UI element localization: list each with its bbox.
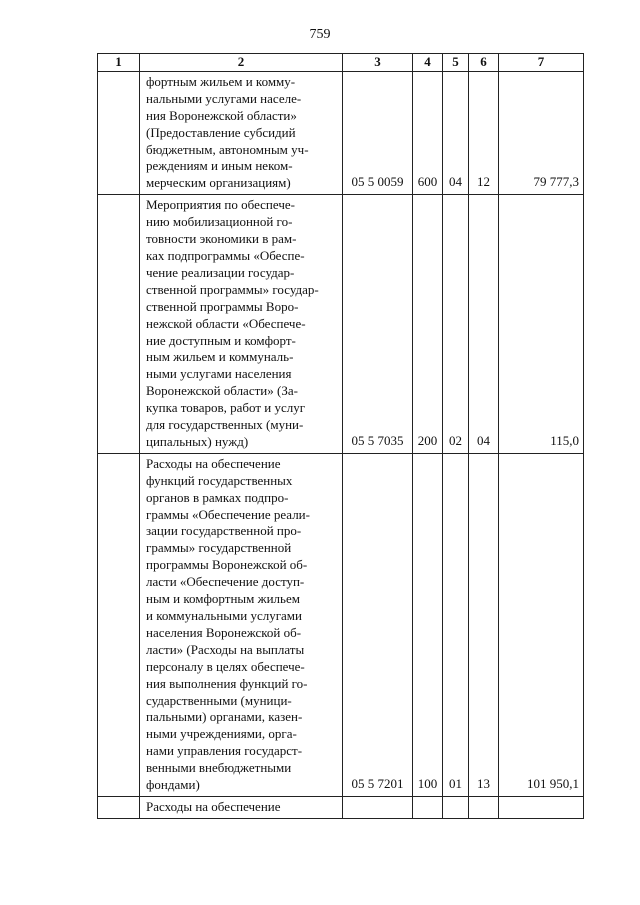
description-line: фортным жильем и комму- [146, 73, 296, 89]
budget-code: 05 5 7201 [343, 453, 413, 796]
description-line: ными учреждениями, орга- [146, 726, 297, 742]
row-description [140, 71, 343, 194]
subsection-code: 04 [469, 195, 499, 454]
table-row [98, 453, 584, 796]
expense-type: 200 [413, 195, 443, 454]
description-line: ках подпрограммы «Обеспе- [146, 247, 305, 263]
header-col-2: 2 [140, 54, 343, 72]
budget-table [97, 53, 584, 819]
section-code: 01 [443, 453, 469, 796]
header-col-3: 3 [343, 54, 413, 72]
section-code [443, 796, 469, 818]
description-line: нальными услугами населе- [146, 90, 302, 106]
header-col-1: 1 [98, 54, 140, 72]
page-number: 759 [309, 27, 331, 42]
description-line: нами управления государст- [146, 743, 303, 759]
description-line: граммы «Обеспечение реали- [146, 506, 310, 522]
description-line: персоналу в целях обеспече- [146, 658, 305, 674]
description-line: ным и комфортным жильем [146, 591, 300, 607]
description-line: ния Воронежской области» [146, 107, 297, 123]
subsection-code [469, 796, 499, 818]
description-line: ния выполнения функций го- [146, 675, 308, 691]
table-row [98, 71, 584, 194]
section-code: 02 [443, 195, 469, 454]
description-line: нежской области «Обеспече- [146, 315, 306, 331]
subsection-code: 13 [469, 453, 499, 796]
description-line: для государственных (муни- [146, 417, 304, 433]
row-index-cell [98, 71, 140, 194]
row-index-cell [98, 796, 140, 818]
description-line: ными услугами населения [146, 366, 292, 382]
row-description [140, 796, 343, 818]
subsection-code: 12 [469, 71, 499, 194]
description-line: реждениям и иным неком- [146, 158, 293, 174]
description-line: Мероприятия по обеспече- [146, 197, 295, 213]
description-line: ципальных) нужд) [146, 433, 249, 449]
description-line: мерческим организациям) [146, 175, 291, 191]
header-col-7: 7 [499, 54, 584, 72]
description-line: пальными) органами, казен- [146, 709, 303, 725]
description-line: населения Воронежской об- [146, 624, 302, 640]
expense-type: 600 [413, 71, 443, 194]
header-col-4: 4 [413, 54, 443, 72]
description-line: и коммунальными услугами [146, 608, 302, 623]
description-line: ласти» (Расходы на выплаты [146, 641, 305, 657]
description-line: ственной программы» государ- [146, 281, 319, 297]
budget-code: 05 5 0059 [343, 71, 413, 194]
description-line: сударственными (муници- [146, 692, 292, 708]
description-line: купка товаров, работ и услуг [146, 400, 306, 416]
description-line: чение реализации государ- [146, 264, 295, 280]
table-row [98, 796, 584, 818]
section-code: 04 [443, 71, 469, 194]
table-row [98, 195, 584, 454]
row-description [140, 195, 343, 454]
description-line: ние доступным и комфорт- [146, 332, 296, 348]
description-line: Расходы на обеспечение [146, 455, 281, 471]
description-line: товности экономики в рам- [146, 231, 297, 247]
amount: 79 777,3 [499, 71, 584, 194]
description-line: ственной программы Воро- [146, 298, 299, 314]
description-line: фондами) [146, 777, 200, 793]
header-col-6: 6 [469, 54, 499, 72]
expense-type [413, 796, 443, 818]
amount: 101 950,1 [499, 453, 584, 796]
amount: 115,0 [499, 195, 584, 454]
description-line: ным жильем и коммуналь- [146, 349, 294, 365]
budget-code [343, 796, 413, 818]
description-line: зации государственной про- [146, 523, 302, 539]
budget-code: 05 5 7035 [343, 195, 413, 454]
description-line: ласти «Обеспечение доступ- [146, 574, 305, 590]
description-line: венными внебюджетными [146, 760, 292, 776]
amount [499, 796, 584, 818]
description-line: Расходы на обеспечение [146, 798, 281, 814]
row-index-cell [98, 453, 140, 796]
row-description [140, 453, 343, 796]
description-line: нию мобилизационной го- [146, 214, 293, 230]
header-col-5: 5 [443, 54, 469, 72]
row-index-cell [98, 195, 140, 454]
description-line: (Предоставление субсидий [146, 124, 296, 140]
description-line: Воронежской области» (За- [146, 383, 298, 399]
description-line: бюджетным, автономным уч- [146, 141, 309, 157]
description-line: функций государственных [146, 472, 293, 488]
expense-type: 100 [413, 453, 443, 796]
description-line: органов в рамках подпро- [146, 489, 289, 505]
description-line: программы Воронежской об- [146, 557, 308, 573]
header-row [98, 54, 584, 72]
description-line: граммы» государственной [146, 540, 292, 556]
